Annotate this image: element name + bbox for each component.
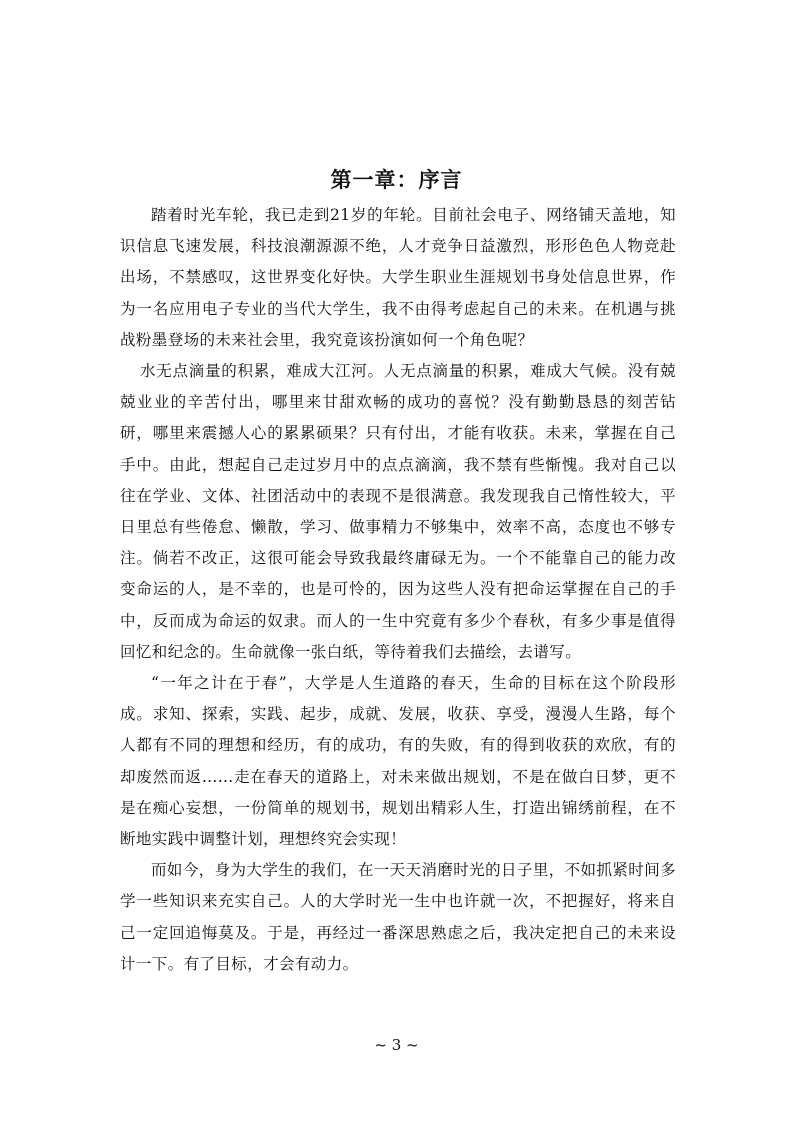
body-text	[120, 200, 676, 980]
page-number: ~ 3 ~	[374, 1036, 419, 1054]
paragraph-1: 踏着时光车轮，我已走到21岁的年轮。目前社会电子、网络铺天盖地，知识信息飞速发展，科技浪潮源源不绝，人才竞争日益激烈，形形色色人物竞赴出场，不禁感叹，这世界变化好快。大学生职业生涯规划书身处信息世界，作为一名应用电子专业的当代大学生，我不由得考虑起自己的未来。在机遇与挑战粉墨登场的未来社会里，我究竟该扮演如何一个角色呢？	[120, 206, 676, 349]
chapter-title: 第一章：序言	[330, 167, 463, 192]
paragraph-3: “一年之计在于春”，大学是人生道路的春天，生命的目标在这个阶段形成。求知、探索，实践、起步，成就、发展，收获、享受，漫漫人生路，每个人都有不同的理想和经历，有的成功，有的失败，有的得到收获的欢欣，有的却废然而返……走在春天的道路上，对未来做出规划，不是在做白日梦，更不是在痴心妄想，一份简单的规划书，规划出精彩人生，打造出锦绣前程，在不断地实践中调整计划，理想终究会实现！	[120, 674, 676, 849]
paragraph-4: 而如今，身为大学生的我们，在一天天消磨时光的日子里，不如抓紧时间多学一些知识来充实自己。人的大学时光一生中也许就一次，不把握好，将来自己一定回追悔莫及。于是，再经过一番深思熟虑之后，我决定把自己的未来设计一下。有了目标，才会有动力。	[120, 861, 676, 973]
paragraph-2: 水无点滴量的积累，难成大江河。人无点滴量的积累，难成大气候。没有兢兢业业的辛苦付出，哪里来甘甜欢畅的成功的喜悦？没有勤勤恳恳的刻苦钻研，哪里来震撼人心的累累硕果？只有付出，才能有收获。未来，掌握在自己手中。由此，想起自己走过岁月中的点点滴滴，我不禁有些惭愧。我对自己以往在学业、文体、社团活动中的表现不是很满意。我发现我自己惰性较大，平日里总有些倦怠、懒散，学习、做事精力不够集中，效率不高，态度也不够专注。倘若不改正，这很可能会导致我最终庸碌无为。一个不能靠自己的能力改变命运的人，是不幸的，也是可怜的，因为这些人没有把命运掌握在自己的手中，反而成为命运的奴隶。而人的一生中究竟有多少个春秋，有多少事是值得回忆和纪念的。生命就像一张白纸，等待着我们去描绘，去谱写。	[120, 362, 676, 661]
